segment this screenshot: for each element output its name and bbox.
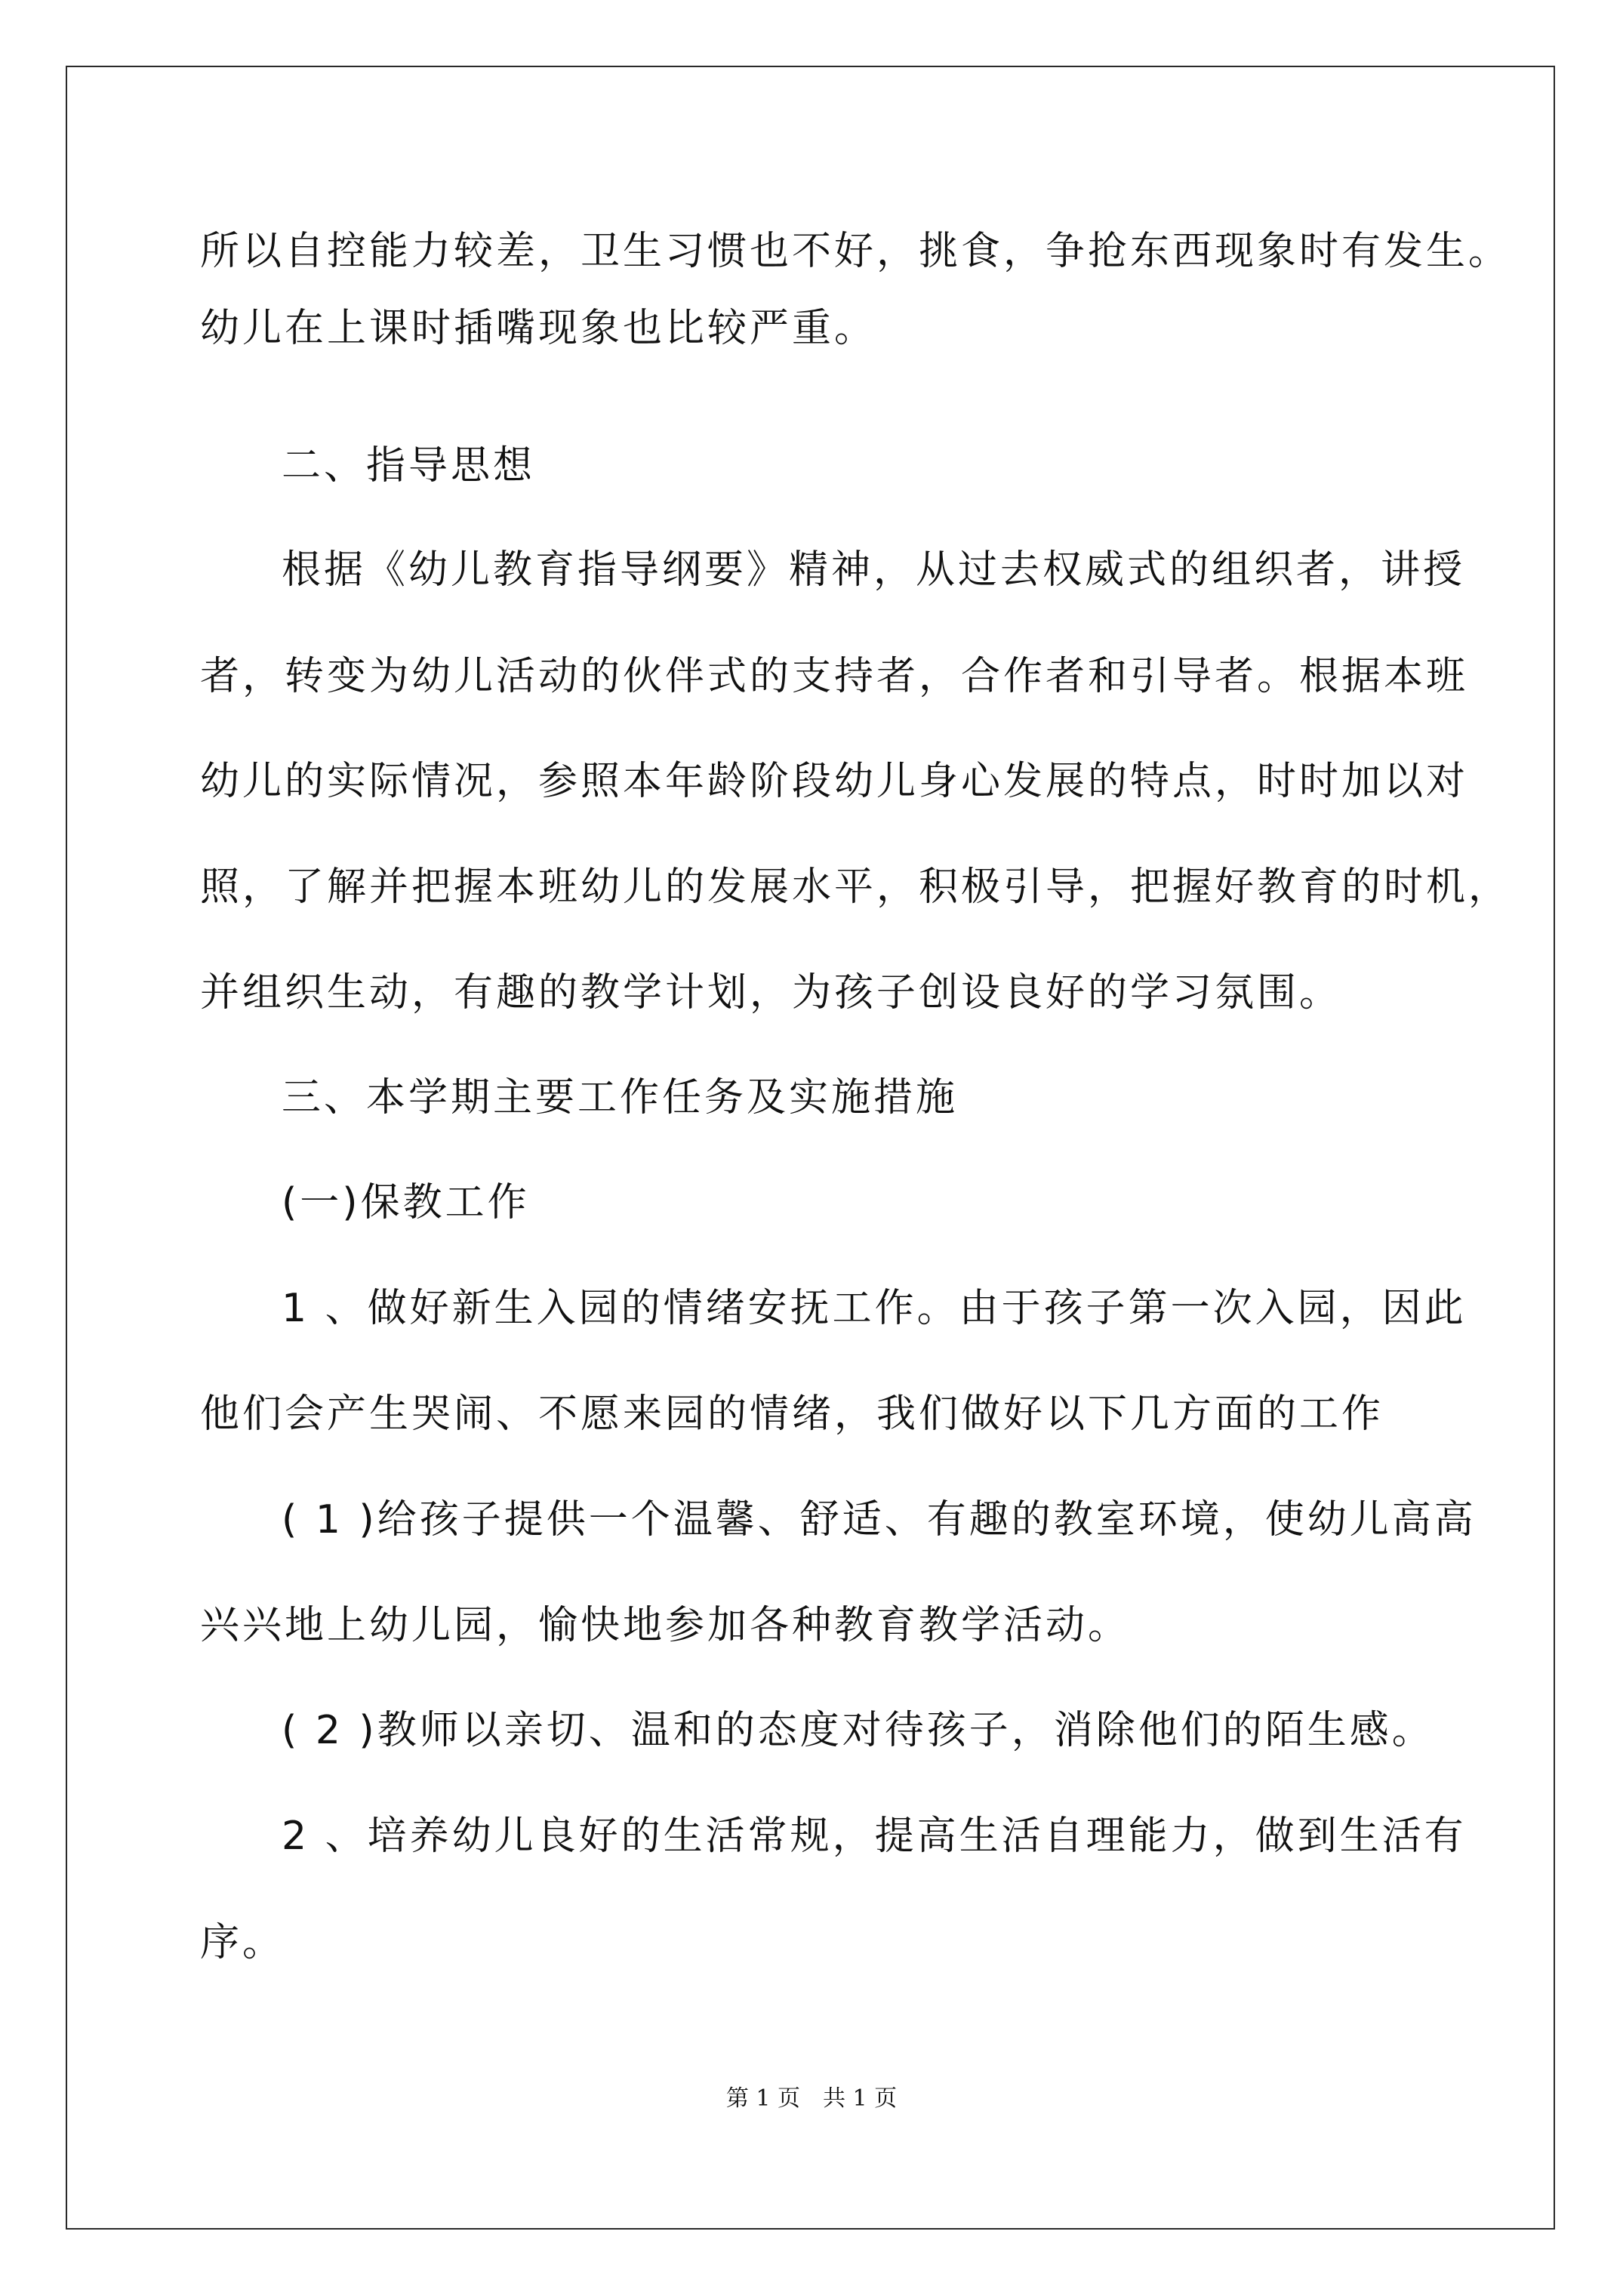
body-line: 1 、做好新生入园的情绪安抚工作。由于孩子第一次入园，因此 [282,1286,1467,1331]
body-line: 根据《幼儿教育指导纲要》精神，从过去权威式的组织者，讲授 [282,547,1466,593]
subsection-heading: (一)保教工作 [282,1180,530,1225]
body-line: 所以自控能力较差，卫生习惯也不好，挑食，争抢东西现象时有发生。 [200,229,1511,274]
body-line: ( 1 )给孩子提供一个温馨、舒适、有趣的教室环境，使幼儿高高 [282,1497,1477,1542]
section-heading: 二、指导思想 [282,443,536,488]
body-line: 幼儿在上课时插嘴现象也比较严重。 [200,306,877,351]
body-line: 照，了解并把握本班幼儿的发展水平，积极引导，把握好教育的时机， [200,864,1511,910]
page-border [66,66,1555,2230]
body-line: 幼儿的实际情况，参照本年龄阶段幼儿身心发展的特点，时时加以对 [200,759,1469,804]
section-heading: 三、本学期主要工作任务及实施措施 [282,1075,959,1120]
body-line: 兴兴地上幼儿园，愉快地参加各种教育教学活动。 [200,1603,1131,1648]
body-line: 者，转变为幼儿活动的伙伴式的支持者，合作者和引导者。根据本班 [200,654,1469,699]
page-footer: 第 1 页 共 1 页 [725,2085,898,2112]
body-line: 并组织生动，有趣的教学计划，为孩子创设良好的学习氛围。 [200,970,1342,1015]
body-line: 序。 [200,1920,285,1965]
body-line: 2 、培养幼儿良好的生活常规，提高生活自理能力，做到生活有 [282,1814,1467,1859]
body-line: ( 2 )教师以亲切、温和的态度对待孩子，消除他们的陌生感。 [282,1708,1434,1753]
body-line: 他们会产生哭闹、不愿来园的情绪，我们做好以下几方面的工作 [200,1391,1384,1437]
